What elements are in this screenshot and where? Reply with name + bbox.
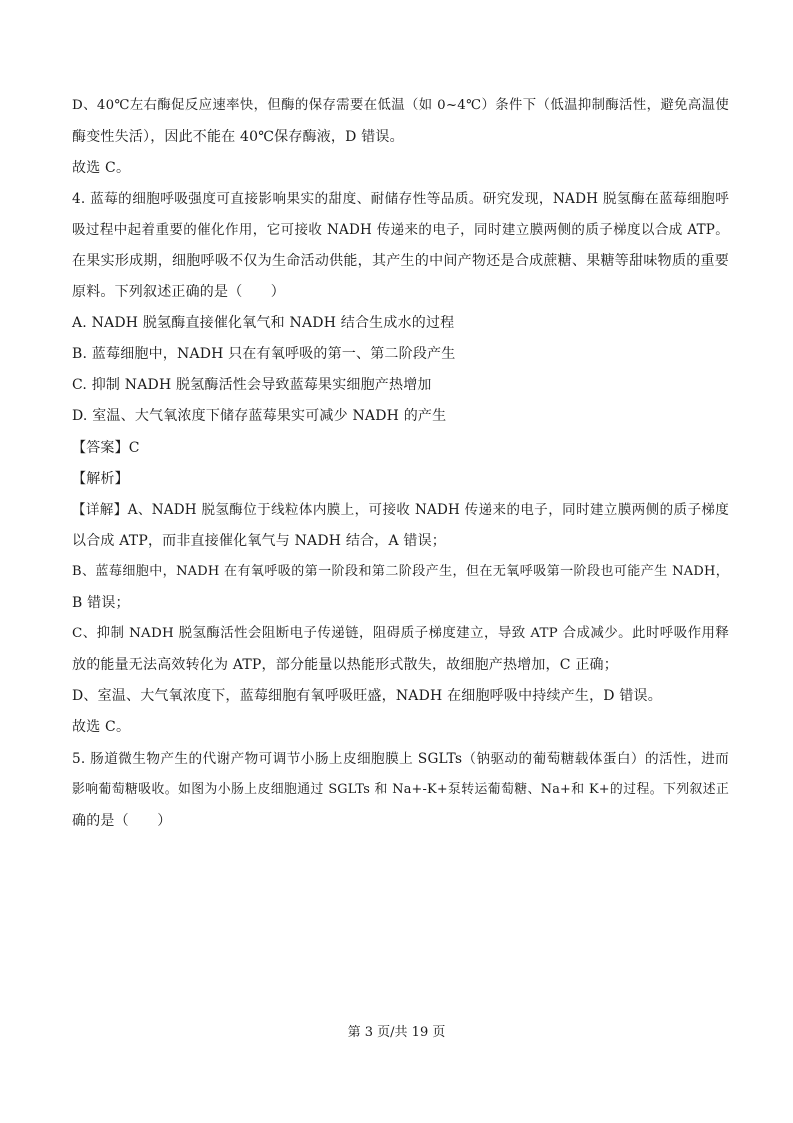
question-4-option-c: C. 抑制 NADH 脱氢酶活性会导致蓝莓果实细胞产热增加 bbox=[72, 377, 432, 393]
answer-choice-q3: 故选 C。 bbox=[72, 160, 131, 176]
question-4-stem-line-1: 4. 蓝莓的细胞呼吸强度可直接影响果实的甜度、耐储存性等品质。研究发现，NADH 脱氢酶在蓝莓细胞呼 bbox=[72, 191, 729, 207]
answer-choice-q4: 故选 C。 bbox=[72, 719, 131, 735]
detail-explanation-line-4: B 错误； bbox=[72, 595, 130, 611]
detail-explanation-line-7: D、室温、大气氧浓度下，蓝莓细胞有氧呼吸旺盛，NADH 在细胞呼吸中持续产生，D 错误。 bbox=[72, 688, 662, 704]
question-5-stem-line-3: 确的是（ ） bbox=[72, 813, 172, 829]
detail-explanation-line-3: B、蓝莓细胞中，NADH 在有氧呼吸的第一阶段和第二阶段产生，但在无氧呼吸第一阶段也可能产生 NADH， bbox=[72, 564, 729, 579]
detail-explanation-line-5: C、抑制 NADH 脱氢酶活性会阻断电子传递链，阻碍质子梯度建立，导致 ATP 合成减少。此时呼吸作用释 bbox=[72, 626, 729, 641]
analysis-heading: 【解析】 bbox=[72, 471, 129, 487]
question-4-option-d: D. 室温、大气氧浓度下储存蓝莓果实可减少 NADH 的产生 bbox=[72, 408, 447, 424]
detail-explanation-line-6: 放的能量无法高效转化为 ATP，部分能量以热能形式散失，故细胞产热增加，C 正确； bbox=[72, 657, 618, 673]
option-d-explanation-line-2: 酶变性失活），因此不能在 40℃保存酶液，D 错误。 bbox=[72, 129, 404, 145]
page-number-footer: 第 3 页/共 19 页 bbox=[347, 1025, 446, 1040]
question-5-stem-line-1: 5. 肠道微生物产生的代谢产物可调节小肠上皮细胞膜上 SGLTs（钠驱动的葡萄糖载体蛋白）的活性，进而 bbox=[72, 751, 729, 767]
question-4-stem-line-2: 吸过程中起着重要的催化作用，它可接收 NADH 传递来的电子，同时建立膜两侧的质子梯度以合成 ATP。 bbox=[72, 222, 729, 238]
detail-explanation-line-2: 以合成 ATP，而非直接催化氧气与 NADH 结合，A 错误； bbox=[72, 533, 447, 549]
question-4-option-b: B. 蓝莓细胞中，NADH 只在有氧呼吸的第一、第二阶段产生 bbox=[72, 346, 456, 362]
answer-heading: 【答案】C bbox=[72, 440, 140, 456]
option-d-explanation-line-1: D、40℃左右酶促反应速率快，但酶的保存需要在低温（如 0~4℃）条件下（低温抑制酶活性，避免高温使 bbox=[72, 98, 729, 113]
question-4-stem-line-4: 原料。下列叙述正确的是（ ） bbox=[72, 284, 285, 300]
question-4-option-a: A. NADH 脱氢酶直接催化氧气和 NADH 结合生成水的过程 bbox=[72, 315, 455, 331]
question-4-stem-line-3: 在果实形成期，细胞呼吸不仅为生命活动供能，其产生的中间产物还是合成蔗糖、果糖等甜味物质的重要 bbox=[72, 253, 729, 269]
question-5-stem-line-2: 影响葡萄糖吸收。如图为小肠上皮细胞通过 SGLTs 和 Na+-K+泵转运葡萄糖、Na+和 K+的过程。下列叙述正 bbox=[72, 782, 729, 797]
detail-explanation-line-1: 【详解】A、NADH 脱氢酶位于线粒体内膜上，可接收 NADH 传递来的电子，同时建立膜两侧的质子梯度 bbox=[72, 502, 729, 518]
